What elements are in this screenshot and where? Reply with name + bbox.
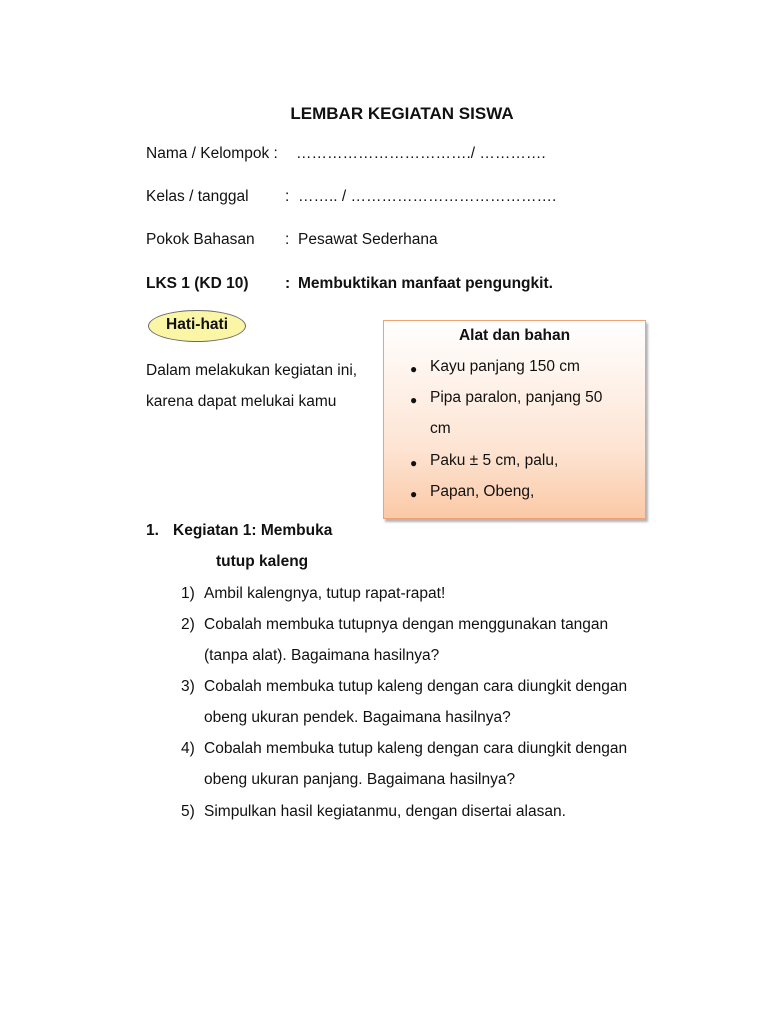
bullet-icon: ● [410, 393, 418, 407]
step-text: Cobalah membuka tutup kaleng dengan cara diungkit dengan [204, 740, 628, 757]
step-number: 4) [181, 740, 195, 757]
pokok-label: Pokok Bahasan [146, 231, 255, 248]
materials-item: Paku ± 5 cm, palu, [430, 452, 559, 469]
bullet-icon: ● [410, 487, 418, 501]
activity-title-line-1: Kegiatan 1: Membuka [173, 522, 333, 539]
pokok-separator: : [285, 231, 290, 248]
lks-label: LKS 1 (KD 10) [146, 275, 249, 292]
kelas-value: …….. / …………………………………. [298, 188, 557, 205]
materials-item: Kayu panjang 150 cm [430, 358, 580, 375]
step-text: Simpulkan hasil kegiatanmu, dengan disertai alasan. [204, 803, 566, 820]
materials-box [383, 320, 646, 519]
step-number: 3) [181, 678, 195, 695]
bullet-icon: ● [410, 456, 418, 470]
activity-title-line-2: tutup kaleng [216, 553, 309, 570]
materials-item: Pipa paralon, panjang 50 [430, 389, 603, 406]
activity-number: 1. [146, 522, 159, 539]
kelas-label: Kelas / tanggal [146, 188, 249, 205]
caution-badge: Hati-hati [148, 310, 246, 342]
materials-item-continued: cm [430, 420, 451, 437]
step-number: 5) [181, 803, 195, 820]
caution-text-line-2: karena dapat melukai kamu [146, 393, 337, 410]
bullet-icon: ● [410, 362, 418, 376]
materials-title: Alat dan bahan [458, 327, 571, 344]
pokok-value: Pesawat Sederhana [298, 231, 438, 248]
step-text-continued: obeng ukuran panjang. Bagaimana hasilnya? [204, 771, 516, 788]
step-number: 2) [181, 616, 195, 633]
step-text-continued: (tanpa alat). Bagaimana hasilnya? [204, 647, 440, 664]
step-number: 1) [181, 585, 195, 602]
kelas-separator: : [285, 188, 290, 205]
lks-value: Membuktikan manfaat pengungkit. [298, 275, 553, 292]
materials-item: Papan, Obeng, [430, 483, 535, 500]
lks-separator: : [285, 275, 291, 292]
page-title: LEMBAR KEGIATAN SISWA [290, 104, 514, 123]
nama-label: Nama / Kelompok : [146, 145, 278, 162]
nama-value: ……………………………./ …………. [296, 145, 546, 162]
step-text: Cobalah membuka tutupnya dengan menggunakan tangan [204, 616, 609, 633]
step-text: Cobalah membuka tutup kaleng dengan cara diungkit dengan [204, 678, 628, 695]
step-text-continued: obeng ukuran pendek. Bagaimana hasilnya? [204, 709, 511, 726]
caution-text-line-1: Dalam melakukan kegiatan ini, [146, 362, 358, 379]
step-text: Ambil kalengnya, tutup rapat-rapat! [204, 585, 446, 602]
